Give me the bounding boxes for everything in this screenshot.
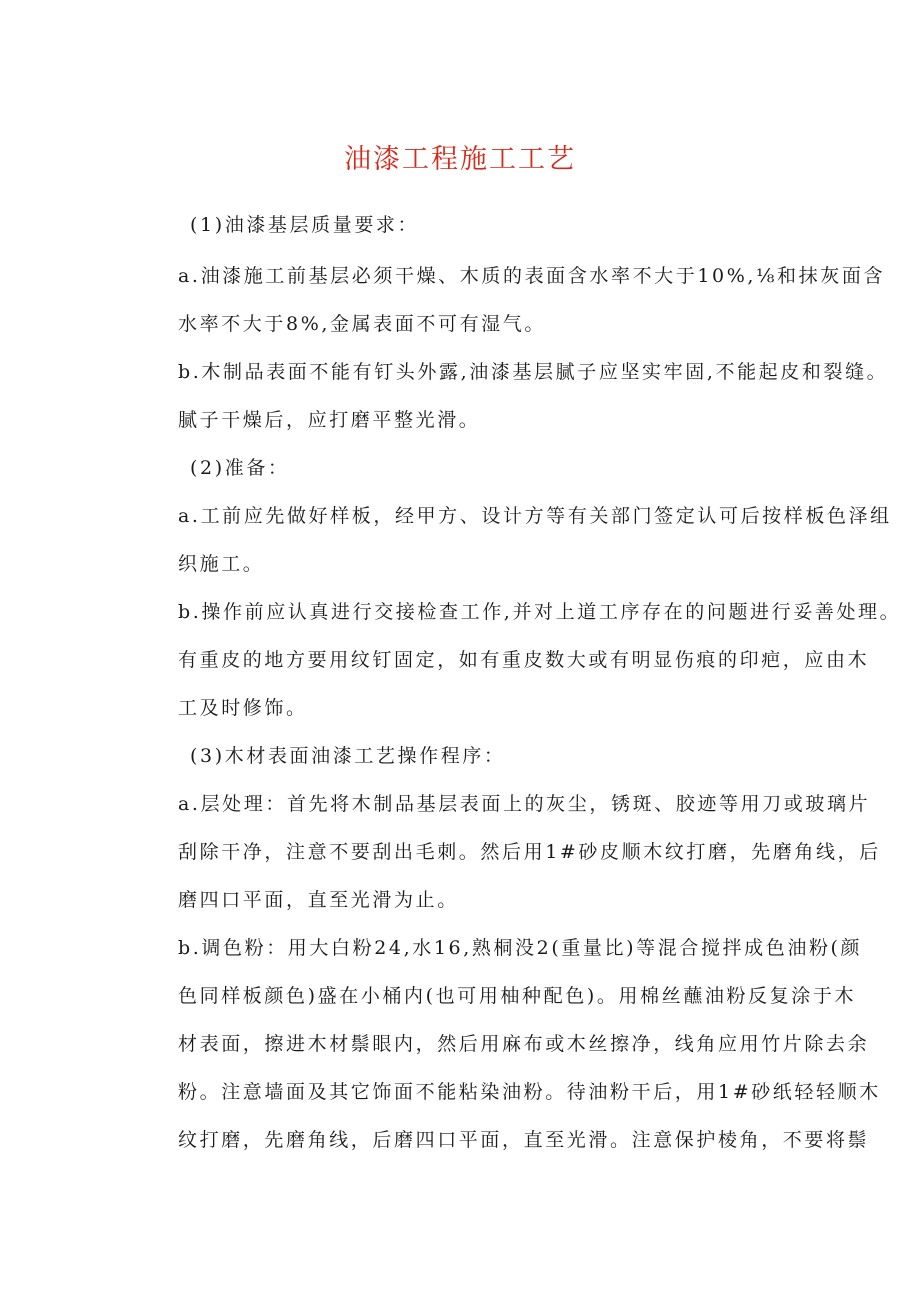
section-heading-3: (3)木材表面油漆工艺操作程序： bbox=[190, 745, 506, 767]
paragraph-line: 水率不大于8%,金属表面不可有湿气。 bbox=[178, 313, 546, 335]
document-title: 油漆工程施工工艺 bbox=[344, 144, 576, 175]
section-heading-2: (2)准备： bbox=[190, 457, 290, 479]
paragraph-line: 刮除干净，注意不要刮出毛刺。然后用1#砂皮顺木纹打磨，先磨角线，后 bbox=[178, 841, 881, 863]
paragraph-line: b.木制品表面不能有钉头外露,油漆基层腻子应坚实牢固,不能起皮和裂缝。 bbox=[178, 361, 889, 383]
paragraph-line: b.调色粉：用大白粉24,水16,熟桐没2(重量比)等混合搅拌成色油粉(颜 bbox=[178, 937, 863, 959]
paragraph-line: 色同样板颜色)盛在小桶内(也可用柚种配色)。用棉丝蘸油粉反复涂于木 bbox=[178, 985, 857, 1007]
paragraph-line: 纹打磨，先磨角线，后磨四口平面，直至光滑。注意保护棱角，不要将鬃 bbox=[178, 1129, 870, 1151]
paragraph-line: 织施工。 bbox=[178, 553, 265, 575]
paragraph-line: 材表面，擦进木材鬃眼内，然后用麻布或木丝擦净，线角应用竹片除去余 bbox=[178, 1033, 870, 1055]
paragraph-line: a.工前应先做好样板，经甲方、设计方等有关部门签定认可后按样板色泽组 bbox=[178, 505, 892, 527]
section-heading-1: (1)油漆基层质量要求： bbox=[190, 214, 420, 236]
paragraph-line: a.层处理：首先将木制品基层表面上的灰尘，锈斑、胶迹等用刀或玻璃片 bbox=[178, 793, 871, 815]
paragraph-line: 有重皮的地方要用纹钉固定，如有重皮数大或有明显伤痕的印疤，应由木 bbox=[178, 649, 870, 671]
paragraph-line: 工及时修饰。 bbox=[178, 697, 308, 719]
paragraph-line: a.油漆施工前基层必须干燥、木质的表面含水率不大于10%,⅛和抹灰面含 bbox=[178, 265, 886, 287]
paragraph-line: 腻子干燥后，应打磨平整光滑。 bbox=[178, 409, 481, 431]
paragraph-line: b.操作前应认真进行交接检查工作,并对上道工序存在的问题进行妥善处理。 bbox=[178, 601, 902, 623]
paragraph-line: 粉。注意墙面及其它饰面不能粘染油粉。待油粉干后，用1#砂纸轻轻顺木 bbox=[178, 1081, 881, 1103]
paragraph-line: 磨四口平面，直至光滑为止。 bbox=[178, 889, 459, 911]
